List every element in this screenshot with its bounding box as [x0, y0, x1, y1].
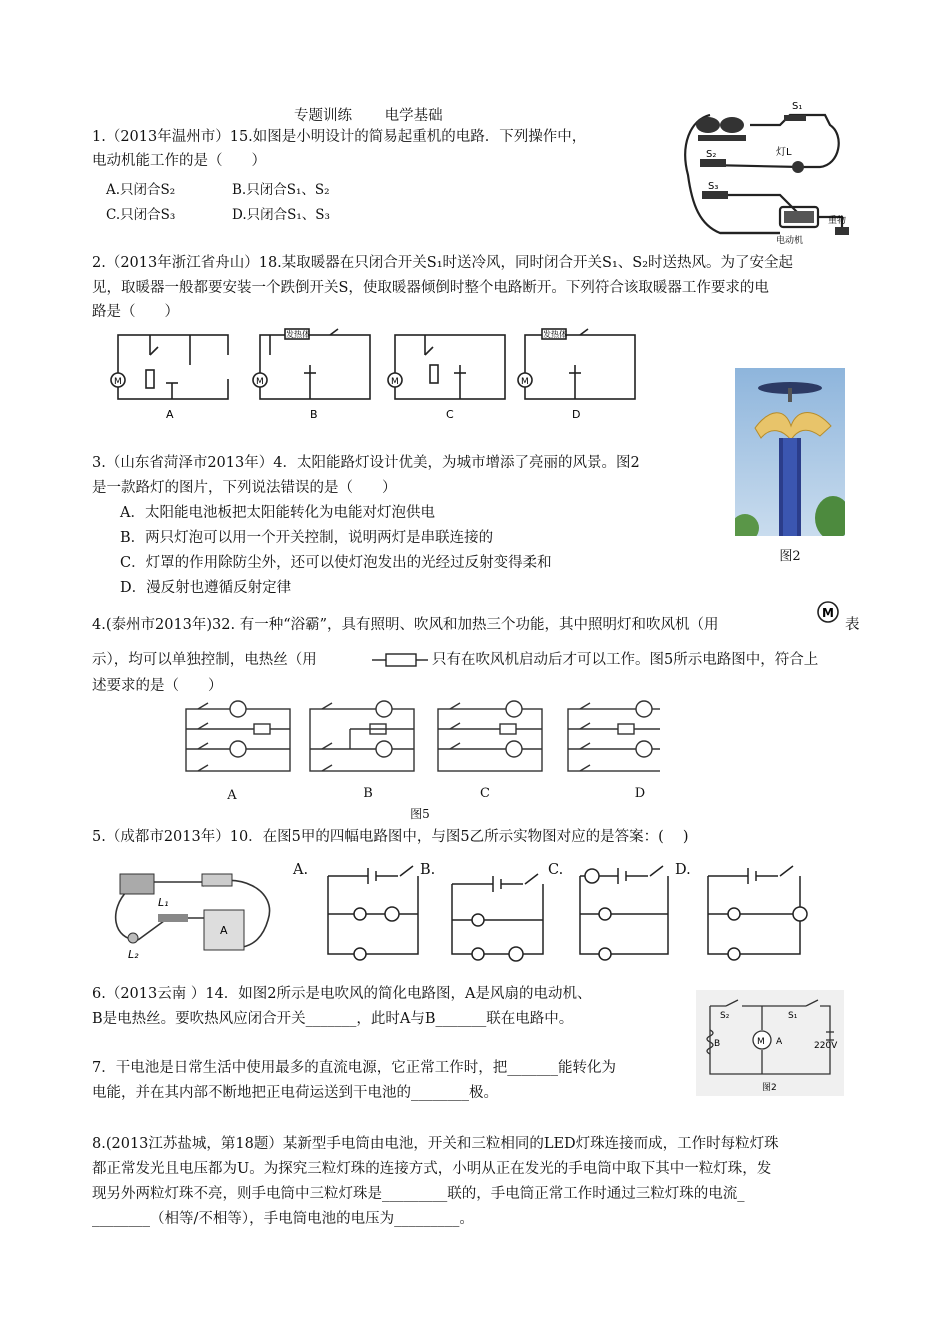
q3-option-a: A．太阳能电池板把太阳能转化为电能对灯泡供电 [120, 505, 435, 521]
q2-line1: 2.（2013年浙江省舟山）18.某取暖器在只闭合开关S₁时送冷风，同时闭合开关S₁、S₂时送热风。为了安全起 [92, 255, 794, 271]
heater-d-label: 发热体 [543, 330, 567, 339]
heater-b-label: 发热体 [286, 330, 310, 339]
q4-line2b: 只有在吹风机启动后才可以工作。图5所示电路图中，符合上 [432, 652, 819, 668]
dryer-figure-caption: 图2 [762, 1083, 777, 1093]
q5-option-a: A. [293, 862, 309, 878]
q1-option-d: D.只闭合S₁、S₃ [232, 207, 330, 223]
q3-option-b: B．两只灯泡可以用一个开关控制，说明两灯是串联连接的 [120, 530, 494, 546]
heater-c-motor: M [391, 377, 399, 387]
q4-line2a: 示），均可以单独控制，电热丝（用 [92, 652, 317, 668]
hair-dryer-circuit-figure [696, 990, 844, 1096]
q7-line2: 电能，并在其内部不断地把正电荷运送到干电池的________极。 [92, 1085, 498, 1101]
q2-line2: 见，取暖器一般都要安装一个跌倒开关S，使取暖器倾倒时整个电路断开。下列符合该取暖器工作要求的电 [92, 280, 769, 296]
crane-label-s3: S₃ [708, 181, 719, 192]
q8-line4: ________（相等/不相等），手电筒电池的电压为_________。 [92, 1211, 474, 1227]
street-lamp-photo [735, 368, 845, 536]
q4-label-b: B [363, 786, 373, 801]
q8-line2: 都正常发光且电压都为U。为探究三粒灯珠的连接方式，小明从正在发光的手电筒中取下其中一粒灯珠，发 [92, 1161, 772, 1177]
q3-figure-caption: 图2 [779, 549, 801, 564]
q1-option-c: C.只闭合S₃ [106, 207, 176, 223]
dryer-label-b: B [714, 1039, 721, 1049]
q4-label-d: D [634, 786, 646, 801]
q3-line2: 是一款路灯的图片，下列说法错误的是（ ） [92, 480, 397, 496]
crane-label-s1: S₁ [792, 101, 803, 112]
bathroom-heater-circuits-figure [180, 695, 660, 785]
dryer-label-s1: S₁ [788, 1011, 798, 1021]
heater-label-c: C [446, 408, 454, 421]
q3-option-d: D．漫反射也遵循反射定律 [120, 580, 292, 596]
q1-option-a: A.只闭合S₂ [106, 182, 176, 198]
q6-line1: 6.（2013云南 ）14．如图2所示是电吹风的简化电路图，A是风扇的电动机、 [92, 986, 592, 1002]
photo-label-ammeter: A [220, 924, 228, 937]
heater-b-motor: M [256, 377, 264, 387]
dryer-label-a: A [776, 1037, 783, 1047]
crane-label-motor: 电动机 [776, 236, 804, 245]
q3-line1: 3.（山东省菏泽市2013年）4．太阳能路灯设计优美，为城市增添了亮丽的风景。图2 [92, 455, 640, 471]
physical-circuit-photo [108, 860, 280, 964]
page-title [294, 104, 471, 125]
q4-line1: 4.(泰州市2013年)32. 有一种“浴霸”，具有照明、吹风和加热三个功能，其中照明灯和吹风机（用 [92, 617, 719, 633]
title-topic: 专题训练 [294, 108, 352, 124]
ammeter-circuits-figure [318, 862, 818, 970]
crane-label-s2: S₂ [706, 149, 717, 160]
q5-line1: 5.（成都市2013年）10．在图5甲的四幅电路图中，与图5乙所示实物图对应的是答案：( ) [92, 829, 689, 845]
heater-circuits-figure [110, 325, 640, 425]
q3-option-c: C．灯罩的作用除防尘外，还可以使灯泡发出的光经过反射变得柔和 [120, 555, 552, 571]
heater-d-motor: M [521, 377, 529, 387]
heater-label-a: A [166, 408, 174, 421]
heater-label-d: D [572, 408, 581, 421]
q4-line3: 述要求的是（ ） [92, 678, 223, 694]
q1-line1: 1.（2013年温州市）15.如图是小明设计的简易起重机的电路．下列操作中， [92, 129, 587, 145]
crane-label-lamp: 灯L [776, 147, 792, 158]
q2-line3: 路是（ ） [92, 304, 179, 320]
dryer-label-s2: S₂ [720, 1011, 730, 1021]
photo-label-l2: L₂ [128, 948, 139, 961]
q4-figure-caption: 图5 [410, 807, 430, 821]
heater-label-b: B [310, 408, 318, 421]
q5-option-c: C. [548, 862, 564, 878]
q1-option-b: B.只闭合S₁、S₂ [232, 182, 330, 198]
q6-line2: B是电热丝。要吹热风应闭合开关_______，此时A与B_______联在电路中。 [92, 1011, 574, 1027]
q4-line1-end: 表 [845, 617, 860, 633]
motor-symbol-letter: M [822, 606, 834, 620]
title-subject: 电学基础 [384, 108, 443, 124]
q4-label-a: A [227, 788, 237, 803]
heating-wire-symbol-icon [370, 651, 430, 669]
q8-line1: 8.(2013江苏盐城，第18题）某新型手电筒由电池，开关和三粒相同的LED灯珠连接而成，工作时每粒灯珠 [92, 1136, 779, 1152]
q5-option-b: B. [420, 862, 436, 878]
q1-line2: 电动机能工作的是（ ） [92, 153, 266, 169]
dryer-label-voltage: 220V [814, 1041, 838, 1051]
motor-symbol-icon [816, 600, 840, 624]
q8-line3: 现另外两粒灯珠不亮，则手电筒中三粒灯珠是_________联的，手电筒正常工作时通过三粒灯珠的电流_ [92, 1186, 745, 1202]
q5-option-d: D. [675, 862, 691, 878]
crane-label-weight: 重物 [828, 216, 847, 226]
heater-a-motor: M [114, 377, 122, 387]
crane-circuit-figure [680, 95, 860, 245]
dryer-label-m: M [757, 1037, 765, 1047]
photo-label-l1: L₁ [158, 896, 169, 909]
q7-line1: 7．干电池是日常生活中使用最多的直流电源，它正常工作时，把_______能转化为 [92, 1060, 616, 1076]
q4-label-c: C [480, 786, 490, 801]
